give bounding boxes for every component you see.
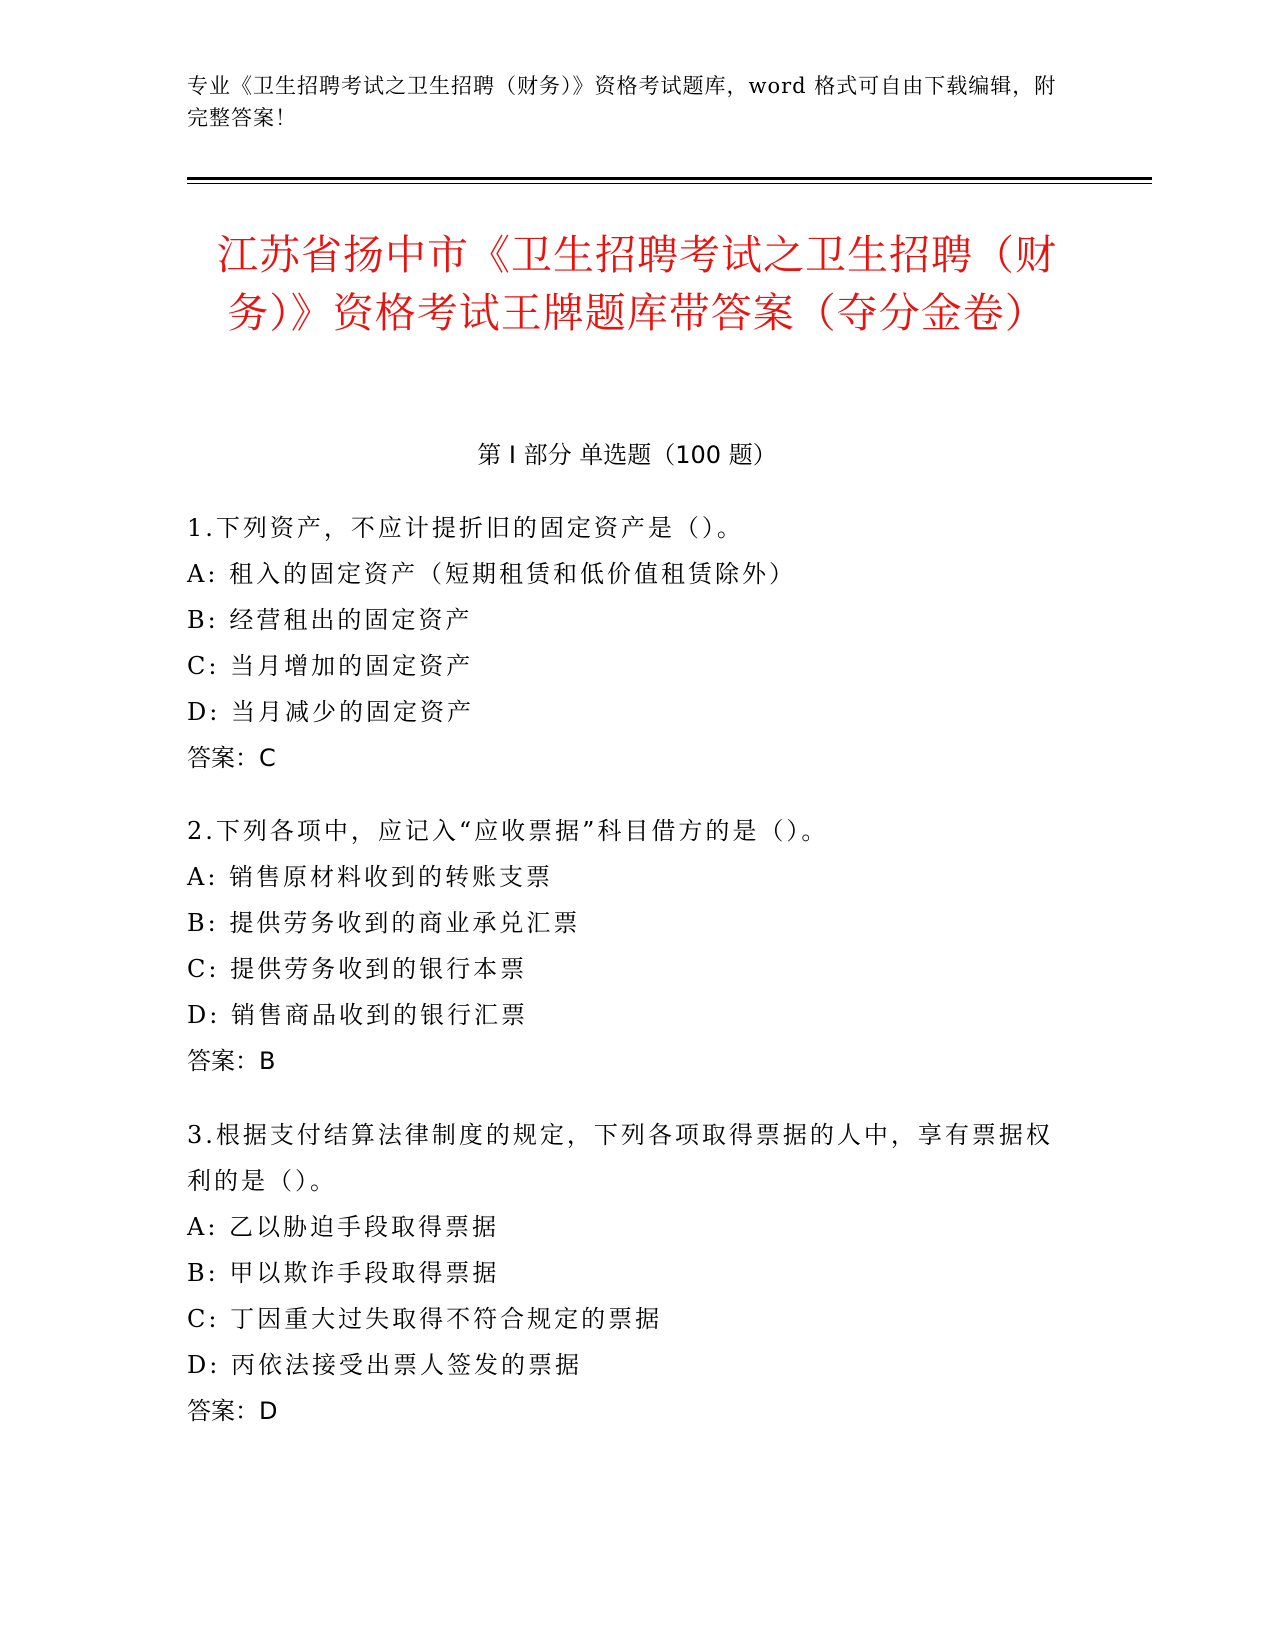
option-a: A: 销售原材料收到的转账支票 xyxy=(187,863,554,891)
option-a: A: 乙以胁迫手段取得票据 xyxy=(187,1213,500,1241)
option-c: C: 丁因重大过失取得不符合规定的票据 xyxy=(187,1305,663,1333)
question-stem: 1.下列资产，不应计提折旧的固定资产是（）。 xyxy=(187,514,744,542)
question-1 xyxy=(187,505,1067,781)
answer: 答案：B xyxy=(187,1047,276,1075)
option-c: C: 当月增加的固定资产 xyxy=(187,652,474,680)
header-note: 专业《卫生招聘考试之卫生招聘（财务）》资格考试题库，word 格式可自由下载编辑，附完整答案！ xyxy=(187,74,1057,130)
answer: 答案：D xyxy=(187,1397,278,1425)
header-divider-thick xyxy=(187,177,1152,180)
question-2 xyxy=(187,808,1067,1084)
question-3 xyxy=(187,1112,1067,1434)
option-d: D: 销售商品收到的银行汇票 xyxy=(187,1001,528,1029)
question-stem: 2.下列各项中，应记入“应收票据”科目借方的是（）。 xyxy=(187,817,829,845)
option-b: B: 甲以欺诈手段取得票据 xyxy=(187,1259,500,1287)
section-title: 第 I 部分 单选题（100 题） xyxy=(477,441,777,469)
option-b: B: 提供劳务收到的商业承兑汇票 xyxy=(187,909,581,937)
option-d: D: 当月减少的固定资产 xyxy=(187,698,474,726)
option-b: B: 经营租出的固定资产 xyxy=(187,606,473,634)
document-title: 江苏省扬中市《卫生招聘考试之卫生招聘（财务）》资格考试王牌题库带答案（夺分金卷） xyxy=(217,231,1057,337)
option-c: C: 提供劳务收到的银行本票 xyxy=(187,955,528,983)
answer: 答案：C xyxy=(187,744,276,772)
option-d: D: 丙依法接受出票人签发的票据 xyxy=(187,1351,582,1379)
question-stem: 3.根据支付结算法律制度的规定，下列各项取得票据的人中，享有票据权利的是（）。 xyxy=(187,1121,1053,1195)
header-divider-thin xyxy=(187,183,1152,184)
option-a: A: 租入的固定资产（短期租赁和低价值租赁除外） xyxy=(187,560,797,588)
